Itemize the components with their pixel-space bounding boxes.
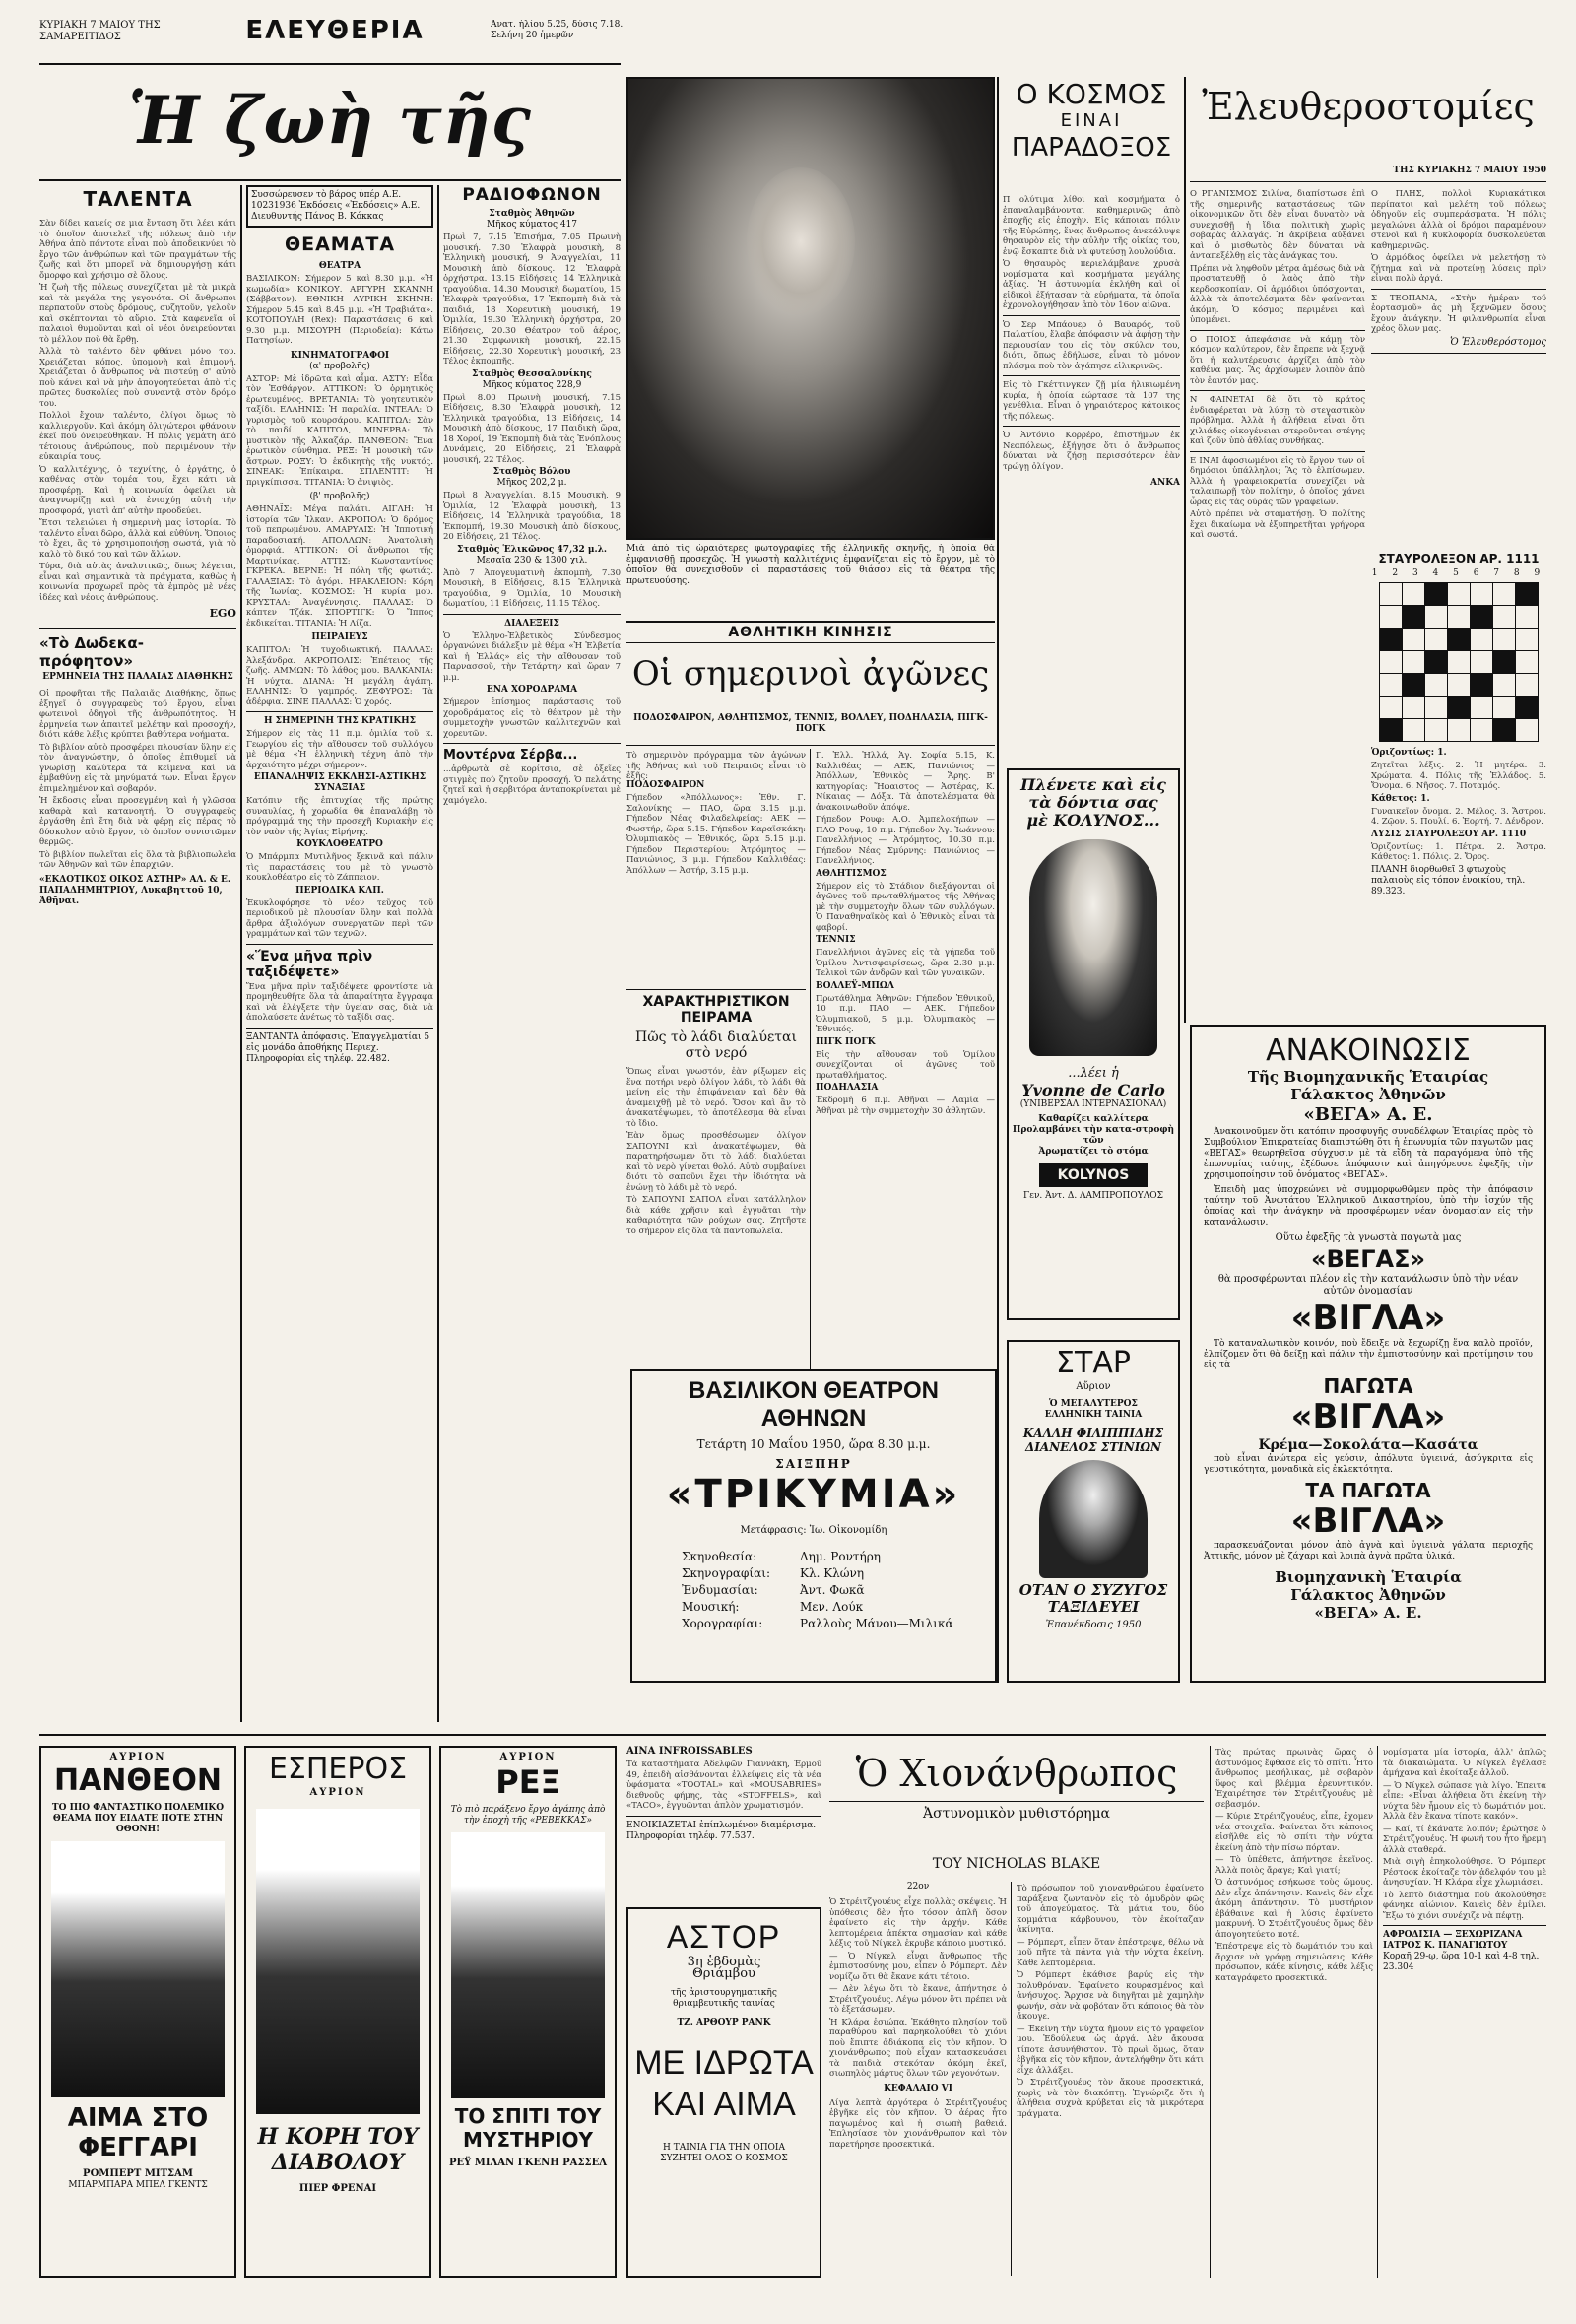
anakoin-ad bbox=[1190, 1025, 1546, 1683]
peirama-block: ΧΑΡΑΚΤΗΡΙΣΤΙΚΟΝ ΠΕΙΡΑΜΑ Πῶς τὸ λάδι διαλύεται στὸ νερό Ὅπως εἶναι γνωστόν, ἐὰν ρίξωμεν εἰς ἕνα ποτήρι νερὸ ὀλίγον λάδι, τὸ λάδι θὰ μείνῃ εἰς τὴν ἐπιφάνειαν καὶ δὲν θὰ ἀναμειχθῇ μὲ τὸ νερό. Ὅσον καὶ ἂν τὸ ἀνακατέψωμεν, τὸ ἀποτέλεσμα θὰ εἶναι τὸ ἴδιο. Ἐὰν ὅμως προσθέσωμεν ὀλίγον ΣΑΠΟΥΝΙ καὶ ἀνακατέψωμεν, θὰ παρατηρήσωμεν ὅτι τὸ λάδι διαλύεται καὶ τὸ νερὸ γίνεται θολό. Αὐτὸ συμβαίνει διότι τὸ σαποῦνι ἔχει τὴν ἰδιότητα νὰ ἑνώνῃ τὸ λάδι μὲ τὸ νερό. Τὸ ΣΑΠΟΥΝΙ ΣΑΠΟΛ εἶναι κατάλληλον διὰ κάθε χρῆσιν καὶ ἐγγυᾶται τὴν καθαριότητα τῶν ρούχων σας. Ζητῆστε το σήμερον εἰς ὅλα τὰ παντοπωλεῖα. bbox=[626, 985, 806, 1369]
theatra-label: ΘΕΑΤΡΑ bbox=[318, 261, 361, 271]
kosmos-credit: ΑΝΚΑ bbox=[1149, 478, 1180, 488]
astor-tiny: τῆς ἀριστουργηματικῆς θριαμβευτικῆς ταινίας bbox=[671, 1988, 777, 2009]
theater-play: «ΤΡΙΚΥΜΙΑ» bbox=[666, 1472, 961, 1517]
anakoin-vega2: «ΒΕΓΑΣ» bbox=[1311, 1245, 1425, 1273]
hmerini-title: Η ΣΗΜΕΡΙΝΗ ΤΗΣ ΚΡΑΤΙΚΗΣ bbox=[263, 716, 417, 726]
publisher-box: Συσσώρευσεν τὸ βάρος ὑπέρ Α.Ε. 10231936 Ἐκδόσεις «Ἐκδόσεις» Α.Ε. Διευθυντής Πάνος Β. Κόκκας bbox=[246, 185, 433, 228]
anakoin-title: ΑΝΑΚΟΙΝΩΣΙΣ bbox=[1266, 1033, 1471, 1068]
credit-row bbox=[642, 1565, 985, 1582]
proboli-b: (β' προβολῆς) bbox=[309, 492, 370, 501]
yvonne-portrait bbox=[1029, 839, 1157, 1056]
theamata-ad: ΞΑΝΤΑΝΤΑ ἀπόφασις. Ἐπαγγελματίαι 5 εἰς μονάδα ἀποθήκης Περιεχ. Πληροφορίαι εἰς τηλέφ. 22.482. bbox=[246, 1031, 430, 1064]
credit-role: Σκηνοθεσία: bbox=[682, 1550, 757, 1563]
eleuth-col-a: Ο ΡΓΑΝΙΣΜΟΣ Σιλίνα, διαπίστωσε ἐπὶ τῆς σημερινῆς καταστάσεως τῶν οἰκονομικῶν ὅτι δὲν εἶναι δυνατὸν νὰ συνεχισθῇ ἡ ἴδια πολιτικὴ χωρὶς σοβαρὰς ἀλλαγάς. Ἡ ἀκρίβεια αὐξάνει καὶ ὁ μισθωτὸς δὲν δύναται νὰ ἀνταπεξέλθῃ εἰς τὰς ἀνάγκας του. Πρέπει νὰ ληφθοῦν μέτρα ἀμέσως διὰ νὰ προστατευθῇ ὁ λαὸς ἀπὸ τὴν κερδοσκοπίαν. Οἱ ἁρμόδιοι ὑπόσχονται, ἀλλὰ τὰ ἀποτελέσματα δὲν φαίνονται ἀκόμη. Ὁ κόσμος περιμένει καὶ ὑπομένει. Ο ΠΟΙΟΣ ἀπεφάσισε νὰ κάμῃ τὸν κόσμον καλύτερον, δὲν ἔπρεπε νὰ ξεχνᾷ ὅτι ἡ καλυτέρευσις ἀρχίζει ἀπὸ τὸν καθένα μας. Ἂς ἀρχίσωμεν λοιπὸν ἀπὸ τὸν ἑαυτόν μας. Ν ΦΑΙΝΕΤΑΙ δὲ ὅτι τὸ κράτος ἐνδιαφέρεται νὰ λύσῃ τὸ στεγαστικὸν πρόβλημα. Ἀλλὰ ἡ ἀλήθεια εἶναι ὅτι χιλιάδες οἰκογένειαι στεροῦνται στέγης καὶ ζοῦν ὑπὸ ἀθλίας συνθήκας. Ε ΙΝΑΙ ἀφοσιωμένοι εἰς τὸ ἔργον των οἱ δημόσιοι ὑπάλληλοι; Ἂς τὸ ἐλπίσωμεν. Ἀλλὰ ἡ γραφειοκρατία συνεχίζει νὰ ταλαιπωρῇ τὸν πολίτην, ὁ ὁποῖος χάνει ὧρας εἰς τὰς οὐρὰς τῶν γραφείων. Αὐτὸ πρέπει νὰ σταματήσῃ. Ὁ πολίτης ἔχει δικαίωμα νὰ ἐξυπηρετῆται γρήγορα καὶ σωστά. bbox=[1190, 189, 1365, 540]
pantheon-film: ΑΙΜΑ ΣΤΟ ΦΕΓΓΑΡΙ bbox=[67, 2103, 209, 2162]
credit-role: Σκηνογραφίαι: bbox=[682, 1566, 770, 1580]
kolynos-line3: μὲ ΚΟΛΥΝΟΣ... bbox=[1026, 811, 1160, 830]
novel-head bbox=[829, 1746, 1204, 1834]
novel-chap: ΚΕΦΑΛΑΙΟ VI bbox=[884, 2083, 952, 2093]
eleuth-title: Ἐλευθεροστομίες bbox=[1202, 85, 1535, 128]
pantheon-when: ΑΥΡΙΟΝ bbox=[109, 1752, 166, 1762]
anakoin-p6: ποὺ εἶναι ἀνώτερα εἰς γεύσιν, ἀπόλυτα ὑγιεινά, ἀσύγκριτα εἰς γευστικότητα, μοναδικὰ εἰς ἐκλεκτότητα. bbox=[1204, 1454, 1533, 1475]
theater-author: ΣΑΙΞΠΗΡ bbox=[775, 1457, 852, 1471]
anakoin-pagota2: ΤΑ ΠΑΓΩΤΑ bbox=[1305, 1479, 1431, 1502]
esperos-name: ΕΣΠΕΡΟΣ bbox=[268, 1752, 408, 1786]
astor-film1: ΜΕ ΙΔΡΩΤΑ bbox=[634, 2044, 814, 2082]
credit-row bbox=[642, 1616, 985, 1632]
kolynos-line1: Πλένετε καὶ εἰς bbox=[1020, 775, 1166, 794]
kolynos-tube: KOLYNOS bbox=[1039, 1163, 1148, 1187]
peirama-title: ΧΑΡΑΚΤΗΡΙΣΤΙΚΟΝ ΠΕΙΡΑΜΑ bbox=[642, 994, 790, 1026]
sports-intro: Τὸ σημερινὸν πρόγραμμα τῶν ἀγώνων τῆς Ἀθήνας καὶ τοῦ Πειραιῶς εἶναι τὸ ἑξῆς: bbox=[626, 751, 806, 781]
novel-sub2: ΤΟΥ NICHOLAS BLAKE bbox=[932, 1856, 1101, 1872]
radio-title: ΡΑΔΙΟΦΩΝΟΝ bbox=[462, 185, 602, 205]
volley-label: ΒΟΛΛΕΫ-ΜΠΩΛ bbox=[816, 980, 894, 991]
kolynos-star-sub: (ΥΝΙΒΕΡΣΑΛ ΙΝΤΕΡΝΑΣΙΟΝΑΛ) bbox=[1019, 1099, 1167, 1109]
piraeus-label: ΠΕΙΡΑΙΕΥΣ bbox=[311, 632, 368, 642]
anakoin-p7: παρασκευάζονται μόνον ἀπὸ ἀγνὰ καὶ ὑγιεινὰ γάλατα περιοχῆς Ἀττικῆς, μόνον μὲ ζάχαρι καὶ λοιπὰ ἀγνὰ πρῶτα ὑλικά. bbox=[1204, 1541, 1533, 1561]
theater-credits bbox=[642, 1549, 985, 1632]
kouklo-title: ΚΟΥΚΛΟΘΕΑΤΡΟ bbox=[296, 839, 383, 849]
talenta-sig: EGO bbox=[209, 607, 236, 620]
pantheon-tag: ΤΟ ΠΙΟ ΦΑΝΤΑΣΤΙΚΟ ΠΟΛΕΜΙΚΟ ΘΕΑΜΑ ΠΟΥ ΕΙΔΑΤΕ ΠΟΤΕ ΣΤΗΝ ΟΘΟΝΗ! bbox=[51, 1803, 225, 1834]
dodeka-sig: «ΕΚΔΟΤΙΚΟΣ ΟΙΚΟΣ ΑΣΤΗΡ» ΑΛ. & Ε. ΠΑΠΑΔΗΜΗΤΡΙΟΥ, Λυκαβηττοῦ 10, Ἀθῆναι. bbox=[39, 874, 230, 906]
rex-actors: ΡΕΫ ΜΙΛΑΝ ΓΚΕΝΗ ΡΑΣΣΕΛ bbox=[449, 2158, 607, 2168]
eleuth-col-b: Ο ΠΛΗΣ, πολλοὶ Κυριακάτικοι περίπατοι καὶ μελέτη τοῦ πόλεως ὁδηγοῦν εἰς συμπεράσματα. Ἡ πόλις μεγαλώνει ἀλλὰ οἱ δρόμοι παραμένουν στενοὶ καὶ ἡ κυκλοφορία δυσκολεύεται καθημερινῶς. Ὁ ἁρμόδιος ὀφείλει νὰ μελετήσῃ τὸ ζήτημα καὶ νὰ προτείνῃ λύσεις πρὶν εἶναι πολὺ ἀργά. Σ ΤΕΟΠΑΝΑ, «Στὴν ἡμέραν τοῦ ἑορτασμοῦ» ἀς μὴ ξεχνῶμεν ὅσους ἔχουν ἀνάγκην. Ἡ φιλανθρωπία εἶναι χρέος ὅλων μας. Ὁ Ἐλευθερόστομος bbox=[1371, 187, 1546, 542]
star-l1: Ὁ ΜΕΓΑΛΥΤΕΡΟΣ bbox=[1049, 1399, 1138, 1409]
st3-name: Σταθμὸς Βόλου bbox=[492, 467, 571, 477]
cross-down: Κάθετος: 1. bbox=[1371, 793, 1430, 804]
theater-transl: Μετάφρασις: Ἰω. Οἰκονομίδη bbox=[740, 1525, 887, 1536]
anakoin-vigla3: «ΒΙΓΛΑ» bbox=[1290, 1501, 1446, 1541]
anakoin-pagota1: ΠΑΓΩΤΑ bbox=[1323, 1374, 1413, 1398]
esperos-film: Η ΚΟΡΗ ΤΟΥ ΔΙΑΒΟΛΟΥ bbox=[257, 2124, 419, 2175]
athl-label: ΑΘΛΗΤΙΣΜΟΣ bbox=[816, 868, 886, 879]
period-title: ΠΕΡΙΟΔΙΚΑ ΚΛΠ. bbox=[296, 885, 384, 896]
theater-name: ΒΑΣΙΛΙΚΟΝ ΘΕΑΤΡΟΝ ΑΘΗΝΩΝ bbox=[689, 1377, 939, 1431]
theater-date: Τετάρτη 10 Μαΐου 1950, ὥρα 8.30 μ.μ. bbox=[696, 1437, 931, 1451]
paper-name: ΕΛΕΥΘΕΡΙΑ bbox=[245, 16, 425, 45]
sports-left-col: ΠΟΔΟΣΦΑΙΡΟΝ Γήπεδον «Ἀπόλλωνος»: Ἐθν. Γ. Σαλονίκης — ΠΑΟ, ὥρα 3.15 μ.μ. Γήπεδον Νέας Φιλαδελφείας: ΑΕΚ — Φωστήρ, ὥρα 5.15. Γήπεδον Καραϊσκάκη: Ὀλυμπιακὸς — Ἐθνικός, ὥρα 5.15 μ.μ. Γήπεδον Περιστερίου: Ἀτρόμητος — Πανιώνιος, 3 μ.μ. Γήπεδον Καλλιθέας: Ἀπόλλων — Ἀστήρ, 3.15 μ.μ. bbox=[626, 780, 806, 876]
anakoin-p3: Οὕτω ἐφεξῆς τὰ γνωστὰ παγωτὰ μας bbox=[1275, 1232, 1462, 1243]
star-title: ΣΤΑΡ bbox=[1056, 1346, 1131, 1380]
st2-wave: Μῆκος κύματος 228,9 bbox=[482, 379, 582, 390]
kosmos-title1: Ο ΚΟΣΜΟΣ bbox=[1016, 79, 1167, 110]
novel-col-a: Ὁ Στρέιτζγουέυς εἶχε πολλὰς σκέψεις. Ἡ ὑπόθεσις δὲν ἦτο τόσον ἁπλῆ ὅσον ἐφαίνετο εἰς τὴν ἀρχήν. Κάθε λεπτομέρεια ἀπέκτα σημασίαν καὶ κάθε λέξις τοῦ Νίγκελ ἐκρυβε κάποιο μυστικό. — Ὁ Νίγκελ εἶναι ἄνθρωπος τῆς ἐμπιστοσύνης μου, εἶπεν ὁ Ρόμπερτ. Δὲν νομίζω ὅτι θὰ ἔκανε κάτι τέτοιο. — Δὲν λέγω ὅτι τὸ ἔκανε, ἀπήντησε ὁ Στρέιτζγουέυς. Λέγω μόνον ὅτι πρέπει νὰ τὸ ἐξετάσωμεν. Ἡ Κλάρα ἐσιώπα. Ἐκάθητο πλησίον τοῦ παραθύρου καὶ παρηκολούθει τὸ χιόνι ποὺ ἔπιπτε ἀδιάκοπα εἰς τὸν κῆπον. Ὁ χιονάνθρωπος ποὺ εἶχαν κατασκευάσει τὰ παιδιὰ στεκόταν ἀκόμη ἐκεῖ, σιωπηλὸς μάρτυς ὅλων τῶν γεγονότων. ΚΕΦΑΛΑΙΟ VI Λίγα λεπτὰ ἀργότερα ὁ Στρέιτζγουέυς ἐβγῆκε εἰς τὸν κῆπον. Ὁ ἀέρας ἦτο παγωμένος καὶ ἡ σιωπὴ βαθειά. Ἐπλησίασε τὸν χιονάνθρωπον καὶ τὸν παρετήρησε προσεκτικά. bbox=[829, 1897, 1007, 2150]
star-portrait bbox=[1039, 1460, 1148, 1578]
crossword-grid bbox=[1379, 582, 1539, 742]
st4-wave: Μεσαῖα 230 & 1300 χιλ. bbox=[476, 555, 588, 565]
proboli-a: (α' προβολῆς) bbox=[309, 361, 370, 371]
sports-sub: ΠΟΔΟΣΦΑΙΡΟΝ, ΑΘΛΗΤΙΣΜΟΣ, ΤΕΝΝΙΣ, ΒΟΛΛΕΫ, ΠΟΔΗΛΑΣΙΑ, ΠΙΓΚ-ΠΟΓΚ bbox=[633, 713, 988, 734]
column-radio: ΡΑΔΙΟΦΩΝΟΝ Σταθμὸς Ἀθηνῶν Μῆκος κύματος 417 Πρωὶ 7, 7.15 Ἐπισήμα, 7.05 Πρωινὴ μουσική. 7.30 Ἐλαφρὰ μουσικὴ, 8 Ἐλληνικὴ μουσική, 9 Ἀναγγελίαι, 11 Μουσικὴ ἀπὸ δίσκους. 12 Ἐλαφρὰ ὀρχήστρα. 13.15 Εἰδήσεις. 14 Ἐλληνικὰ τραγούδια. 14.30 Μουσικὴ δωματίου, 15 Ἐλαφρὰ τραγούδια, 17 Ἐκπομπὴ διὰ τὰ παιδιά, 18 Χορευτικὴ μουσική, 19 Ὁμιλία, 19.30 Ἑλληνικὴ ὀρχήστρα, 20 Εἰδήσεις, 20.30 Θέατρον τοῦ ἀέρος, 21.30 Συμφωνικὴ μουσική, 22.15 Εἰδήσεις, 22.30 Χορευτικὴ μουσική, 23 Τέλος ἐκπομπῆς. Σταθμὸς Θεσσαλονίκης Μῆκος κύματος 228,9 Πρωὶ 8.00 Πρωινὴ μουσική, 7.15 Εἰδήσεις, 8.30 Ἐλαφρὰ μουσικὴ, 12 Ἐλληνικὰ τραγούδια, 13 Εἰδήσεις, 14 Μουσικὴ ἀπὸ δίσκους, 17 Παιδικὴ ὥρα, 18 Χοροί, 19 Ἐκπομπὴ διὰ τὰς Ἐνόπλους Δυνάμεις, 20 Εἰδήσεις, 21 Ἐλαφρὰ μουσική, 22 Τέλος. Σταθμὸς Βόλου Μῆκος 202,2 μ. Πρωὶ 8 Ἀναγγελίαι, 8.15 Μουσικὴ, 9 Ὁμιλία, 12 Ἐλαφρὰ μουσικὴ, 13 Εἰδήσεις, 14 Ἐλληνικὰ τραγούδια, 18 Ἐκπομπή, 19.30 Μουσικὴ ἀπὸ δίσκους, 20 Εἰδήσεις, 21 Τέλος. Σταθμὸς Ἑλικῶνος 47,32 μ.λ. Μεσαῖα 230 & 1300 χιλ. Ἀπὸ 7 Ἀπογευματινὴ ἐκπομπὴ, 7.30 Μουσικὴ, 8 Εἰδήσεις, 8.15 Ἐλληνικὰ τραγούδια, 9 Ὁμιλία, 10 Μουσικὴ δωματίου, 11 Εἰδήσεις, 11.15 Τέλος. ΔΙΑΛΕΞΕΙΣ Ὁ Ἑλληνο-Ἑλβετικὸς Σύνδεσμος ὀργανώνει διάλεξιν μὲ θέμα «Ἡ Ἑλβετία καὶ ἡ Ἑλλάς» εἰς τὴν αἴθουσαν τοῦ Παρνασσοῦ, τὴν Τετάρτην καὶ ὥραν 7 μ.μ. ΕΝΑ ΧΟΡΟΔΡΑΜΑ Σήμερον ἐπίσημος παράστασις τοῦ χοροδράματος εἰς τὸ θέατρον μὲ τὴν συμμετοχὴν γνωστῶν καλλιτεχνῶν καὶ χορευτῶν. Μοντέρνα Σέρβα... ...ἀρθρωτὰ σὲ κορίτσια, σὲ ὀξεῖες στιγμὲς ποὺ ζητοῦν προσοχή. Ὁ πελάτης ζητεῖ καὶ ἡ σερβιτόρα ἀνταποκρίνεται μὲ χαμόγελο. bbox=[443, 185, 621, 806]
anakoin-p2: Ἐπειδὴ μας ὑποχρεώνει νὰ συμμορφωθῶμεν πρὸς τὴν ἀπόφασιν ταύτην τοῦ Ἀνωτάτου Ἑλληνικοῦ Δικαστηρίου, ὑπὸ τὴν ἰσχύν τῆς ὁποίας καὶ τὴν ἀνάγκην νὰ προσφέρωμεν νέαν ὀνομασίαν εἰς τὴν κατανάλωσιν. bbox=[1204, 1185, 1533, 1228]
credit-role: Χορογραφίαι: bbox=[682, 1617, 763, 1630]
credit-row bbox=[642, 1599, 985, 1616]
aina-block bbox=[626, 1746, 821, 1903]
aina-body: Τὰ καταστήματα Ἀδελφῶν Γιαννάκη, Ἑρμοῦ 49, ἐπειδὴ αἰσθάνονται ἐλλείψεις εἰς τὰ νέα ὑφάσματα «ΤΟΟΤΑL» καὶ «MOUSABRIES» διεθνοῦς φήμης, τὰς «STOFFELS», καὶ «TACO», ἐγγυῶνται ἁπλὸν χρωματισμόν. bbox=[626, 1760, 821, 1811]
kolynos-b2: Προλαμβάνει τὴν κατα-στροφὴ τῶν bbox=[1012, 1125, 1175, 1146]
mina-title: «Ἕνα μῆνα πρὶν ταξιδέψετε» bbox=[246, 948, 373, 980]
epanal-title: ΕΠΑΝΑΛΗΨΙΣ ΕΚΚΛΗΣΙ-ΑΣΤΙΚΗΣ ΣΥΝΑΞΙΑΣ bbox=[253, 772, 427, 793]
kosmos-body: Π ολύτιμα λίθοι καὶ κοσμήματα ὁ ἐπαναλαμβάνονται καθημερινῶς ἀπὸ ἐποχῆς εἰς ἐποχὴν. Εἰς κάποιαν πόλιν τῆς Εὐρώπης, ἕνας ἄνθρωπος ἀνεκάλυψε θησαυρὸν εἰς τὴν αὐλὴν τῆς οἰκίας του, ἐνῷ ἔσκαπτε διὰ νὰ φυτεύσῃ λουλούδια. Ὁ θησαυρὸς περιελάμβανε χρυσὰ νομίσματα καὶ κοσμήματα μεγάλης ἀξίας. Ἡ ἀστυνομία ἐκλήθη καὶ οἱ εἰδικοὶ ἐξήτασαν τὰ εὑρήματα, τὰ ὁποῖα ἐχρονολογήθησαν ἀπὸ τὸν 16ον αἰῶνα. Ὁ Σερ Μπάουερ ὁ Βαυαρός, τοῦ Παλατίου, ἔλαβε ἀπόφασιν νὰ ἀφήσῃ τὴν περιουσίαν του εἰς τὸν σκύλον του, διότι, ὅπως ἐδήλωσε, εἶναι τὸ μόνον πλάσμα ποὺ τὸν ἀγάπησε εἰλικρινῶς. Εἰς τὸ Γκέττινγκεν ζῇ μία ἡλικιωμένη κυρία, ἡ ὁποία ἑώρτασε τὰ 107 της γενέθλια. Εἶναι ὁ γηραιότερος κάτοικος τῆς πόλεως. Ὁ Ἀντόνιο Κορρέρο, ἐπιστήμων ἐκ Νεαπόλεως, ἐξήγησε ὅτι ὁ ἄνθρωπος δύναται νὰ ζήσῃ περισσότερον ἐὰν τρώγῃ ὀλίγον. ΑΝΚΑ bbox=[1003, 195, 1180, 488]
star-l2: ΕΛΛΗΝΙΚΗ ΤΑΙΝΙΑ bbox=[1044, 1410, 1143, 1420]
esperos-when: ΑΥΡΙΟΝ bbox=[309, 1787, 366, 1798]
pantheon-extra: ΜΠΑΡΜΠΑΡΑ ΜΠΕΛ ΓΚΕΝΤΣ bbox=[68, 2180, 208, 2190]
rex-tag: Τὸ πιὸ παράξενο ἔργο ἀγάπης ἀπὸ τὴν ἐποχὴ τῆς «ΡΕΒΕΚΚΑΣ» bbox=[450, 1805, 606, 1826]
dialexeis-title: ΔΙΑΛΕΞΕΙΣ bbox=[504, 618, 559, 629]
anakoin-p4: θὰ προσφέρωνται πλέον εἰς τὴν κατανάλωσιν ὑπὸ τὴν νέαν αὐτῶν ὀνομασίαν bbox=[1217, 1274, 1519, 1296]
kolynos-b3: Ἀρωματίζει τὸ στόμα bbox=[1038, 1147, 1149, 1157]
credit-role: Ἐνδυμασίαι: bbox=[682, 1583, 758, 1597]
credit-row bbox=[642, 1582, 985, 1599]
pantheon-ad bbox=[39, 1746, 236, 2278]
eleuth-sig: Ὁ Ἐλευθερόστομος bbox=[1450, 336, 1546, 348]
sports-banner: ΑΘΛΗΤΙΚΗ ΚΙΝΗΣΙΣ bbox=[626, 621, 995, 643]
peirama-sub: Πῶς τὸ λάδι διαλύεται στὸ νερό bbox=[635, 1029, 797, 1061]
cross-winner: ΠΛΑΝΗ διορθωθεῖ 3 φτωχοὺς παλαιοὺς εἰς τόπον ἐνοικίου, τηλ. 89.323. bbox=[1371, 864, 1526, 896]
novel-sub1: Ἀστυνομικὸν μυθιστόρημα bbox=[922, 1806, 1111, 1822]
cross-across: Ὁριζοντίως: 1. bbox=[1371, 748, 1447, 758]
esperos-ad bbox=[244, 1746, 431, 2278]
esperos-actor: ΠΙΕΡ ΦΡΕΝΑΙ bbox=[298, 2183, 377, 2194]
kolynos-agent: Γεν. Ἀντ. Δ. ΛΑΜΠΡΟΠΟΥΛΟΣ bbox=[1023, 1191, 1163, 1201]
cross-prev: ΛΥΣΙΣ ΣΤΑΥΡΟΛΕΞΟΥ ΑΡ. 1110 bbox=[1371, 829, 1527, 839]
st2-name: Σταθμὸς Θεσσαλονίκης bbox=[472, 368, 592, 379]
sports-title: Οἱ σημερινοὶ ἀγῶνες bbox=[631, 654, 990, 694]
star-when: Αὔριον bbox=[1076, 1381, 1111, 1392]
header-date bbox=[39, 20, 207, 59]
kosmos-title2: ΕΙΝΑΙ bbox=[1060, 110, 1123, 131]
pantheon-actor: ΡΟΜΠΕΡΤ ΜΙΤΣΑΜ bbox=[83, 2168, 193, 2179]
kolynos-b1: Καθαρίζει καλλίτερα bbox=[1038, 1114, 1149, 1124]
header-date-text: ΚΥΡΙΑΚΗ 7 ΜΑΪΟΥ ΤΗΣ ΣΑΜΑΡΕΙΤΙΔΟΣ bbox=[39, 20, 161, 42]
star-names: ΚΑΛΛΗ ΦΙΛΙΠΠΙΔΗΣ ΔΙΑΝΕΛΟΣ ΣΤΙΝΙΩΝ bbox=[1022, 1427, 1164, 1454]
credit-name: Κλ. Κλώνη bbox=[800, 1566, 865, 1580]
novel-num: 22ον bbox=[906, 1882, 930, 1892]
st4-name: Σταθμὸς Ἑλικῶνος 47,32 μ.λ. bbox=[456, 544, 608, 555]
anakoin-vega1: «ΒΕΓΑ» Α. Ε. bbox=[1303, 1104, 1433, 1125]
astor-film2: ΚΑΙ ΑΙΜΑ bbox=[652, 2086, 796, 2123]
section-title: Ἡ ζωὴ τῆς bbox=[128, 82, 532, 159]
montera-title: Μοντέρνα Σέρβα... bbox=[443, 748, 578, 763]
rex-film: ΤΟ ΣΠΙΤΙ ΤΟΥ ΜΥΣΤΗΡΙΟΥ bbox=[454, 2104, 602, 2152]
pingk-label: ΠΙΓΚ ΠΟΓΚ bbox=[816, 1036, 876, 1047]
novel-title: Ὁ Χιονάνθρωπος bbox=[829, 1746, 1204, 1802]
pantheon-poster bbox=[51, 1841, 225, 2097]
astor-week: 3η ἑβδομὰς bbox=[687, 1955, 761, 1969]
kolynos-line2: τὰ δόντια σας bbox=[1028, 793, 1158, 812]
aina-title: AINA INFROISSABLES bbox=[626, 1746, 753, 1757]
actress-photo bbox=[628, 79, 993, 538]
novel-col-d: νομίσματα μία ἱστορία, ἀλλ' ἀπλῶς τὰ διακαιώματα. Ὁ Νίγκελ ἐγέλασε ἀμήχανα καὶ ἐκοίταξε ἀλλοῦ. — Ὁ Νίγκελ σώπασε γιὰ λίγο. Ἐπειτα εἶπε: «Εἶναι ἀλήθεια ὅτι ἐκείνη τὴν νύχτα δὲν ἦμουν εἰς τὸ δωμάτιόν μου. Ἀλλὰ δὲν ἔκανα τίποτε κακόν». — Καί, τί ἐκάνατε λοιπόν; ἐρώτησε ὁ Στρέιτζγουέυς. Ἡ φωνή του ἦτο ἤρεμη ἀλλὰ σταθερά. Μιὰ σιγὴ ἐπηκολούθησε. Ὁ Ρόμπερτ Ρέστοοκ ἐκοίταζε τὸν ἀδελφόν του μὲ ἀνησυχίαν. Ἡ Κλάρα εἶχε χλωμιάσει. Τὸ λεπτὸ διάστημα ποὺ ἀκολούθησε φάνηκε αἰώνιον. Κανεὶς δὲν ἐμίλει. Ἔξω τὸ χιόνι συνέχιζε νὰ πέφτῃ. ΑΦΡΟΔΙΣΙΑ — ΞΕΧΩΡΙΖΑΝΑ ΙΑΤΡΟΣ Κ. ΠΑΝΑΓΙΩΤΟΥ Κοραῆ 29-ῳ, ὥρα 10-1 καὶ 4-8 τηλ. 23.304 bbox=[1383, 1748, 1546, 1972]
st1-wave: Μῆκος κύματος 417 bbox=[486, 220, 578, 230]
astor-foot: Η ΤΑΙΝΙΑ ΓΙΑ ΤΗΝ ΟΠΟΙΑ ΣΥΖΗΤΕΙ ΟΛΟΣ Ο ΚΟΣΜΟΣ bbox=[660, 2143, 788, 2163]
anakoin-vigla1: «ΒΙΓΛΑ» bbox=[1290, 1298, 1446, 1338]
kolynos-star: Yvonne de Carlo bbox=[1021, 1081, 1165, 1099]
astor-triumph: Θριάμβου bbox=[692, 1966, 755, 1981]
theamata-title: ΘΕΑΜΑΤΑ bbox=[284, 233, 396, 255]
kosmos-title-block bbox=[1003, 79, 1180, 197]
podil-label: ΠΟΔΗΛΑΣΙΑ bbox=[816, 1083, 879, 1093]
anakoin-p5: Τὸ καταναλωτικὸν κοινόν, ποὺ ἔδειξε νὰ ξεχωρίζῃ ἕνα καλὸ προϊόν, ἐλπίζομεν ὅτι θὰ δείξῃ καὶ πάλιν τὴν ἐμπιστοσύνην καὶ προτίμησιν του εἰς τὰ bbox=[1204, 1339, 1533, 1370]
photo-caption: Μιὰ ἀπὸ τὶς ὡραιότερες φωτογραφίες τῆς ἐλληνικῆς σκηνῆς, ἡ ὁποία θὰ ἐμφανισθῇ προσεχῶς. Ἡ γνωστὴ καλλιτέχνις ἐμφανίζεται εἰς τὸ ἔργον, μὲ τὸ ὁποῖον θὰ συνεχισθοῦν οἱ παραστάσεις τοῦ θιάσου εἰς τὰ θέατρα τῆς πρωτευούσης. bbox=[626, 544, 995, 586]
novel-ad-sub: Κοραῆ 29-ῳ, ὥρα 10-1 καὶ 4-8 τηλ. 23.304 bbox=[1383, 1952, 1540, 1972]
sports-right-col: Γ. Ἑλλ. Ἠλλά, Ἁγ. Σοφία 5.15, Κ. Καλλιθέας — ΑΕΚ, Πανιώνιος — Ἀπόλλων, Ἐθνικὸς — Ἄρης. Β' κατηγορίας: Ἥφαιστος — Ἀστέρας, Κ. Νίκαιας — Δόξα. Τὰ ἀποτελέσματα θὰ ἀνακοινωθοῦν ἀπόψε. Γήπεδον Ρουφ: Α.Ο. Ἀμπελοκήπων — ΠΑΟ Ρουφ, 10 π.μ. Γήπεδον Ἁγ. Ἰωάννου: Πανελλήνιος — Ἀτρόμητος, 10.30 π.μ. Γήπεδον Νέας Σμύρνης: Πανιώνιος — Πανελλήνιος. ΑΘΛΗΤΙΣΜΟΣ Σήμερον εἰς τὸ Στάδιον διεξάγονται οἱ ἀγῶνες τοῦ πρωταθλήματος τῆς Ἀθήνας μὲ τὴν συμμετοχὴν ὅλων τῶν συλλόγων. Ὁ Παναθηναϊκὸς καὶ ὁ Ἐθνικὸς εἶναι τὰ φαβορί. ΤΕΝΝΙΣ Πανελλήνιοι ἀγῶνες εἰς τὰ γήπεδα τοῦ Ὁμίλου Ἀντισφαιρίσεως, ὥρα 2.30 μ.μ. Τελικοὶ τῶν ἀνδρῶν καὶ τῶν γυναικῶν. ΒΟΛΛΕΫ-ΜΠΩΛ Πρωτάθλημα Ἀθηνῶν: Γήπεδον Ἐθνικοῦ, 10 π.μ. ΠΑΟ — ΑΕΚ. Γήπεδον Ὀλυμπιακοῦ, 5 μ.μ. Ὀλυμπιακὸς — Ἐθνικός. ΠΙΓΚ ΠΟΓΚ Εἰς τὴν αἴθουσαν τοῦ Ὁμίλου συνεχίζονται οἱ ἀγῶνες τοῦ πρωταθλήματος. ΠΟΔΗΛΑΣΙΑ Ἐκδρομὴ 6 π.μ. Ἀθῆναι — Λαμία — Ἀθῆναι μὲ τὴν συμμετοχὴν 30 ἀθλητῶν. bbox=[816, 751, 995, 1116]
talenta-title: ΤΑΛΕΝΤΑ bbox=[83, 187, 193, 211]
credit-name: Μεν. Λούκ bbox=[800, 1600, 864, 1614]
kosmos-title3: ΠΑΡΑΔΟΞΟΣ bbox=[1011, 133, 1172, 163]
novel-col-c: Τὰς πρώτας πρωινὰς ὥρας ὁ ἀστυνόμος ἔφθασε εἰς τὸ σπίτι. Ἦτο ἄνθρωπος μεσήλικας, μὲ σοβαρὸν ὕφος καὶ βλέμμα ἐρευνητικόν. Ἐχαιρέτησε τὸν Στρέιτζγουέυς μὲ σεβασμόν. — Κύριε Στρέιτζγουέυς, εἶπε, ἔχομεν νέα στοιχεῖα. Φαίνεται ὅτι κάποιος εἰσῆλθε εἰς τὸ σπίτι τὴν νύχτα ἐκείνη ἀπὸ τὴν πίσω πόρταν. — Τὸ ὑπέθετα, ἀπήντησε ἐκεῖνος. Ἀλλὰ ποιὸς ἄραγε; Καὶ γιατί; Ὁ ἀστυνόμος ἐσήκωσε τοὺς ὤμους. Δὲν εἶχε ἀπάντησιν. Κανεὶς δὲν εἶχε ἀκόμη ἀπάντησιν. Τὸ μυστήριον ἐβάθαινε καὶ ἡ λύσις ἐφαίνετο μακρυνή. Ὁ Στρέιτζγουέυς ὅμως δὲν ἀπογοητεύετο ποτέ. Ἐπέστρεψε εἰς τὸ δωμάτιόν του καὶ ἄρχισε νὰ γράφῃ σημειώσεις. Κάθε πρόσωπον, κάθε κίνησις, κάθε λέξις καταγράφετο προσεκτικά. bbox=[1215, 1748, 1373, 1983]
tennis-label: ΤΕΝΝΙΣ bbox=[816, 935, 856, 945]
astor-ad bbox=[626, 1907, 821, 2278]
star-film: ΟΤΑΝ Ο ΣΥΖΥΓΟΣ ΤΑΞΙΔΕΥΕΙ bbox=[1018, 1581, 1168, 1616]
cinema-label: ΚΙΝΗΜΑΤΟΓΡΑΦΟΙ bbox=[290, 350, 390, 361]
credit-row bbox=[642, 1549, 985, 1565]
anakoin-sig3: «ΒΕΓΑ» Α. Ε. bbox=[1314, 1604, 1422, 1622]
pantheon-name: ΠΑΝΘΕΟΝ bbox=[53, 1763, 223, 1798]
column-theamata: Συσσώρευσεν τὸ βάρος ὑπέρ Α.Ε. 10231936 Ἐκδόσεις «Ἐκδόσεις» Α.Ε. Διευθυντής Πάνος Β. Κόκκας ΘΕΑΜΑΤΑ ΘΕΑΤΡΑ ΒΑΣΙΛΙΚΟΝ: Σήμερον 5 καὶ 8.30 μ.μ. «Ἡ κωμωδία» ΚΟΝΙΚΟΥ. ΑΡΓΥΡΗ ΣΚΑΝΝΗ (Σάββατον). ΕΘΝΙΚΗ ΛΥΡΙΚΗ ΣΚΗΝΗ: Σήμερον 5.45 καὶ 8.45 μ.μ. «Ἡ Τραβιάτα». ΚΟΤΟΠΟΥΛΗ (Rex): Παραστάσεις 6 καὶ 9.30 μ.μ. ΜΙΣΟΥΡΗ (Περιοδεία): Κάτω Πατησίων. ΚΙΝΗΜΑΤΟΓΡΑΦΟΙ (α' προβολῆς) ΑΣΤΟΡ: Μὲ ἰδρῶτα καὶ αἷμα. ΑΣΤΥ: Εἶδα τὸν Ἐσθάργον. ΑΤΤΙΚΟΝ: Ὁ ὁρμητικὸς ἐρωτευμένος. ΒΡΕΤΑΝΙΑ: Τὸ γοητευτικὸν ταξίδι. ΕΛΛΗΝΙΣ: Ἡ παραλία. ΙΝΤΕΑΛ: Ὁ γυρισμὸς τοῦ κουρσάρου. ΚΑΠΙΤΩΛ: Σὰν τὸ παιδί. ΚΑΠΙΤΩΛ, ΜΙΝΕΡΒΑ: Τὸ μυστικὸν τῆς Ἀλκαζάρ. ΠΑΝΘΕΟΝ: Ἕνα ἐρωτικὸν σύνθημα. ΡΕΞ: Ἡ μουσικὴ τῶν ἄστρων. ΡΟΞΥ: Ὁ ἐκδικητὴς τῆς νυκτός. ΣΙΝΕΑΚ: Ἐπίκαιρα. ΣΠΛΕΝΤΙΤ: Ἡ πριγκίπισσα. ΤΙΤΑΝΙΑ: Ὁ ἀνιψιὸς. (β' προβολῆς) ΑΘΗΝΑΪΣ: Μέγα παλάτι. ΑΙΓΛΗ: Ἡ ἱστορία τῶν Ἰλκαν. ΑΚΡΟΠΟΛ: Ὁ δρόμος τοῦ πεπρωμένου. ΑΜΑΡΥΛΙΣ: Ἡ Ἰπποτική παραδοσιακή. ΑΠΟΛΛΩΝ: Ἀνατολικὴ ὁμορφιά. ΑΤΤΙΚΟΝ: Οἱ ἄνθρωποι τῆς Μαρτινίκας. ΑΤΤΙΣ: Κωνσταντίνος ΓΚΡΕΚΑ. ΒΕΡΝΕ: Ἡ πόλη τῆς φωτιάς. ΓΑΛΑΞΙΑΣ: Τὸ ἀγόρι. ΗΡΑΚΛΕΙΟΝ: Κόρη τῆς Ἰωνίας. ΚΟΣΜΟΣ: Ἡ κυρία μου. ΚΡΥΣΤΑΛ: Ἀναγέννησις. ΠΑΛΛΑΣ: Ὁ κάπτεν Τζάκ. ΣΠΟΡΤΙΓΚ: Ὁ Ἴππος ἐκδικείται. ΤΙΤΑΝΙΑ: Ἡ Λίζα. ΠΕΙΡΑΙΕΥΣ ΚΑΠΙΤΟΛ: Ἡ τυχοδιωκτική. ΠΑΛΛΑΣ: Ἀλεξάνδρα. ΑΚΡΟΠΟΛΙΣ: Ἐπέτειος τῆς ζωῆς. ΑΜΜΩΝ: Τὸ λάθος μου. ΒΑΛΚΑΝΙΑ: Ἡ νύχτα. ΔΙΑΝΑ: Ἡ μεγάλη ἀγάπη. ΕΛΛΗΝΙΣ: Ὁ γαμπρός. ΖΕΦΥΡΟΣ: Τὰ ἀδέρφια. ΣΙΝΕ ΠΑΛΛΑΣ: Ὁ χορός. Η ΣΗΜΕΡΙΝΗ ΤΗΣ ΚΡΑΤΙΚΗΣ Σήμερον εἰς τὰς 11 π.μ. ὁμιλία τοῦ κ. Γεωργίου εἰς τὴν αἴθουσαν τοῦ συλλόγου μὲ θέμα «Ἡ ἑλληνικὴ τέχνη ἀπὸ τὴν ἀρχαιότητα μέχρι σήμερον». ΕΠΑΝΑΛΗΨΙΣ ΕΚΚΛΗΣΙ-ΑΣΤΙΚΗΣ ΣΥΝΑΞΙΑΣ Κατόπιν τῆς ἐπιτυχίας τῆς πρώτης συναυλίας, ἡ χορωδία θὰ ἐπαναλάβῃ τὸ πρόγραμμά της τὴν προσεχῆ Κυριακὴν εἰς τὸν ναὸν τῆς Ἁγίας Εἰρήνης. ΚΟΥΚΛΟΘΕΑΤΡΟ Ὁ Μπάρμπα Μυτιλῆνος ξεκινᾶ καὶ πάλιν τὶς παραστάσεις του μὲ τὸ γνωστὸ κουκλοθέατρο εἰς τὸ Ζάππειον. ΠΕΡΙΟΔΙΚΑ ΚΛΠ. Ἐκυκλοφόρησε τὸ νέον τεῦχος τοῦ περιοδικοῦ μὲ πλουσίαν ὕλην καὶ πολλὰ ἄρθρα ἀξιολόγων συνεργατῶν περὶ τῶν γραμμάτων καὶ τῶν τεχνῶν. «Ἕνα μῆνα πρὶν ταξιδέψετε» Ἕνα μῆνα πρὶν ταξιδέψετε φροντίστε νὰ προμηθευθῆτε ὅλα τὰ ἀπαραίτητα ἔγγραφα καὶ νὰ ἐλέγξετε τὴν ὑγείαν σας, διὰ νὰ ἀπολαύσετε ἀνέτως τὸ ταξίδι σας. ΞΑΝΤΑΝΤΑ ἀπόφασις. Ἐπαγγελματίαι 5 εἰς μονάδα ἀποθήκης Περιεχ. Πληροφορίαι εἰς τηλέφ. 22.482. bbox=[246, 185, 433, 1722]
anakoin-company: Τῆς Βιομηχανικῆς Ἑταιρίας Γάλακτος Ἀθηνῶν bbox=[1247, 1068, 1489, 1103]
sun-times: Ἀνατ. ἡλίου 5.25, δύσις 7.18. Σελήνη 20 ἡμερῶν bbox=[491, 20, 624, 40]
novel-col-b: Τὸ πρόσωπον τοῦ χιονανθρώπου ἐφαίνετο παράξενα ζωντανὸν εἰς τὸ ἀμυδρὸν φῶς τοῦ ἀπογεύματος. Τὰ μάτια του, δύο κομμάτια κάρβουνου, τὸν ἐκοίταζαν ἀκίνητα. — Ρόμπερτ, εἶπεν ὅταν ἐπέστρεψε, θέλω νὰ μοῦ πῆτε τὰ πάντα γιὰ τὴν νύχτα ἐκείνη. Κάθε λεπτομέρεια. Ὁ Ρόμπερτ ἐκάθισε βαρύς εἰς τὴν πολυθρόναν. Ἐφαίνετο κουρασμένος καὶ ἀνήσυχος. Ἄρχισε νὰ διηγῆται μὲ χαμηλὴν φωνήν, σὰν νὰ φοβόταν ὅτι κάποιος θὰ τὸν ἄκουγε. — Ἐκείνη τὴν νύχτα ἤμουν εἰς τὸ γραφεῖον μου. Ἐδούλευα ὡς ἀργά. Δὲν ἄκουσα τίποτε ἀσυνήθιστον. Τὸ πρωὶ ὅμως, ὅταν ἐβγῆκα εἰς τὸν κῆπον, ἀντελήφθην ὅτι κάτι εἶχε ἀλλάξει. Ὁ Στρέιτζγουέυς τὸν ἄκουε προσεκτικά, χωρὶς νὰ τὸν διακόπτῃ. Ἐγνώριζε ὅτι ἡ ἀλήθεια συχνὰ κρύβεται εἰς τὰ μικρότερα πράγματα. bbox=[1017, 1884, 1204, 2119]
choro-title: ΕΝΑ ΧΟΡΟΔΡΑΜΑ bbox=[486, 685, 578, 695]
st1-name: Σταθμὸς Ἀθηνῶν bbox=[489, 209, 575, 219]
anakoin-vigla2: «ΒΙΓΛΑ» bbox=[1290, 1397, 1446, 1436]
anakoin-p1: Ἀνακοινοῦμεν ὅτι κατόπιν προσφυγῆς συναδέλφων Ἑταιρίας πρὸς τὸ Συμβούλιον Ἐπικρατείας διαπιστώθη ὅτι ἡ ἐπωνυμία τῶν παγωτῶν μας «ΒΕΓΑΣ» θεωρηθεῖσα σύγχυσιν μὲ τὰ εἴδη τὰ παραγόμενα ὑπὸ τῆς ἐπωνυμίας ταύτης, ἐξέδωσε ἀπόφασιν καὶ ἀπηγόρευσε ἐφεξῆς τὴν χρησιμοποίησιν τοῦ ὀνόματος «ΒΕΓΑΣ». bbox=[1204, 1127, 1533, 1180]
cross-title: ΣΤΑΥΡΟΛΕΞΟΝ ΑΡ. 1111 bbox=[1378, 552, 1540, 565]
esperos-poster bbox=[256, 1809, 420, 2114]
credit-role: Μουσική: bbox=[682, 1600, 740, 1614]
astor-studio: ΤΖ. ΑΡΘΟΥΡ ΡΑΝΚ bbox=[677, 2018, 771, 2027]
crossword: ΣΤΑΥΡΟΛΕΞΟΝ ΑΡ. 1111 1 2 3 4 5 6 7 8 9 Ὁριζοντίως: 1. Ζητεῖται λέξις. 2. Ἡ μητέρα. 3. Χρώματα. 4. Πόλις τῆς Ἑλλάδος. 5. Ὄνομα. 6. Νῆσος. 7. Ποταμός. Κάθετος: 1. Γυναικεῖον ὄνομα. 2. Μέλος. 3. Ἄστρον. 4. Ζῷον. 5. Πουλί. 6. Ἑορτή. 7. Δένδρον. ΛΥΣΙΣ ΣΤΑΥΡΟΛΕΞΟΥ ΑΡ. 1110 Ὁριζοντίως: 1. Πέτρα. 2. Ἄστρα. Κάθετος: 1. Πόλις. 2. Ὄρος. ΠΛΑΝΗ διορθωθεῖ 3 φτωχοὺς παλαιοὺς εἰς τόπον ἐνοικίου, τηλ. 89.323. bbox=[1371, 552, 1546, 896]
credit-name: Ραλλοὺς Μάνου—Μιλικά bbox=[800, 1617, 953, 1630]
rex-name: ΡΕΞ bbox=[495, 1763, 560, 1801]
eleuth-date: ΤΗΣ ΚΥΡΙΑΚΗΣ 7 ΜΑΪΟΥ 1950 bbox=[1393, 166, 1546, 175]
kolynos-ad bbox=[1007, 768, 1180, 1320]
anakoin-sig2: Γάλακτος Ἀθηνῶν bbox=[1290, 1586, 1446, 1604]
credit-name: Ἀντ. Φωκᾶ bbox=[800, 1583, 865, 1597]
anakoin-sig1: Βιομηχανικὴ Ἑταιρία bbox=[1275, 1568, 1462, 1586]
rex-when: ΑΥΡΙΟΝ bbox=[499, 1752, 557, 1762]
cross-nums: 1 2 3 4 5 6 7 8 9 bbox=[1371, 568, 1546, 578]
astor-name: ΑΣΤΟΡ bbox=[666, 1919, 782, 1955]
star-ad bbox=[1007, 1340, 1180, 1683]
credit-name: Δημ. Ροντήρη bbox=[800, 1550, 881, 1563]
dodeka-title: «Τὸ Δωδεκα-πρόφητον» bbox=[39, 634, 144, 670]
rex-ad bbox=[439, 1746, 617, 2278]
theater-ad bbox=[630, 1369, 997, 1683]
st3-wave: Μῆκος 202,2 μ. bbox=[496, 478, 567, 488]
aina-notice: ΕΝΟΙΚΙΑΖΕΤΑΙ ἐπίπλωμένον διαμέρισμα. Πληροφορίαι τηλέφ. 77.537. bbox=[626, 1820, 817, 1841]
rex-poster bbox=[451, 1832, 605, 2098]
column-talenta: ΤΑΛΕΝΤΑ Σὰν δίδει κανείς σε μια ἔνταση ὅτι λέει κάτι τὸ ὁποῖον ἀποτελεῖ τῆς πόλεως ἀπὸ τὴν Ἀθήνα ἀπὸ πάντοτε εἶναι ποὺ ἀποδεικνύει τὸ ἔργο τῶν ἀνθρώπων καὶ τῶν πραγμάτων τῆς ζωῆς καὶ ὅτι μπορεῖ νὰ δημιουργήσῃ κάτι ὄμορφο καὶ χρήσιμο σὲ ὅλους. Ἡ ζωὴ τῆς πόλεως συνεχίζεται μὲ τὰ μικρὰ καὶ τὰ μεγάλα της γεγονότα. Οἱ ἄνθρωποι περπατοῦν στοὺς δρόμους, συζητοῦν, γελοῦν καὶ σκέπτονται τὸ αὔριο. Στὰ καφενεῖα οἱ παλαιοὶ θυμοῦνται καὶ οἱ νέοι ὀνειρεύονται τὸ μέλλον ποὺ θὰ ἔρθῃ. Ἀλλὰ τὸ ταλέντο δὲν φθάνει μόνο του. Χρειάζεται κόπος, ὑπομονὴ καὶ ἐπιμονή. Χρειάζεται ὁ ἄνθρωπος νὰ πιστεύῃ σ' αὐτὸ ποὺ κάνει καὶ νὰ μὴν ἀπογοητεύεται ἀπὸ τὶς πρῶτες δυσκολίες ποὺ συναντᾷ στὸν δρόμο του. Πολλοὶ ἔχουν ταλέντο, ὀλίγοι ὅμως τὸ καλλιεργοῦν. Καὶ ἀκόμη ὀλιγώτεροι φθάνουν ἐκεῖ ποὺ ὀνειρεύθηκαν. Ἡ πόλις γεμάτη ἀπὸ τέτοιους ἀνθρώπους, ποὺ περιμένουν τὴν εὐκαιρία τους. Ὁ καλλιτέχνης, ὁ τεχνίτης, ὁ ἐργάτης, ὁ καθένας στὸν τομέα του, ἔχει κάτι νὰ προσφέρῃ. Καὶ ἡ κοινωνία ὀφείλει νὰ ἀναγνωρίζῃ καὶ νὰ ἐνισχύῃ αὐτὴ τὴν προσφορά, γιατὶ ἀπ' αὐτὴν προοδεύει. Ἔτσι τελειώνει ἡ σημερινὴ μας ἱστορία. Τὸ ταλέντο εἶναι δῶρο, ἀλλὰ καὶ εὐθύνη. Ὅποιος τὸ ἔχει, ἂς τὸ χρησιμοποιήσῃ σωστά, γιὰ τὸ καλὸ τὸ δικό του καὶ τῶν ἄλλων. Τύρα, διὰ αὐτὰς ἀναλυτικῶς, ὅπως λέγεται, εἶναι καὶ σημαντικὰ τὰ πράγματα, καθὼς ἡ κοινωνία προχωρεῖ πρὸς τὰ ἐμπρὸς μὲ νέες ἰδέες καὶ νέους ἀνθρώπους. EGO «Τὸ Δωδεκα-πρόφητον» ΕΡΜΗΝΕΙΑ ΤΗΣ ΠΑΛΑΙΑΣ ΔΙΑΘΗΚΗΣ Οἱ προφῆται τῆς Παλαιᾶς Διαθήκης, ὅπως ἐξηγεῖ ὁ συγγραφεὺς τοῦ ἔργου, εἶναι φωτεινοὶ ὁδηγοὶ τῆς ἀνθρωπότητος. Ἡ ἑρμηνεία των ἀπαιτεῖ μελέτην καὶ προσοχήν, διότι κάθε λέξις κρύπτει βαθύτερα νοήματα. Τὸ βιβλίον αὐτὸ προσφέρει πλουσίαν ὕλην εἰς τὸν ἀναγνώστην, ὁ ὁποῖος ἐπιθυμεῖ νὰ γνωρίσῃ καλύτερα τὰ κείμενα καὶ νὰ ἐμβαθύνῃ εἰς τὰ μηνύματά των. Εἶναι ἔργον ἐπιμελημένον καὶ σοβαρόν. Ἡ ἔκδοσις εἶναι προσεγμένη καὶ ἡ γλῶσσα καθαρὰ καὶ κατανοητή. Ὁ συγγραφεὺς ἐργάσθη ἐπὶ ἔτη διὰ νὰ φέρῃ εἰς πέρας τὸ δύσκολον αὐτὸ ἔργον, τὸ ὁποῖον συνιστῶμεν θερμῶς. Τὸ βιβλίον πωλεῖται εἰς ὅλα τὰ βιβλιοπωλεῖα τῶν Ἀθηνῶν καὶ τῶν ἐπαρχιῶν. «ΕΚΔΟΤΙΚΟΣ ΟΙΚΟΣ ΑΣΤΗΡ» ΑΛ. & Ε. ΠΑΠΑΔΗΜΗΤΡΙΟΥ, Λυκαβηττοῦ 10, Ἀθῆναι. bbox=[39, 187, 236, 906]
portrait-photo bbox=[626, 77, 995, 540]
star-year: Ἐπανέκδοσις 1950 bbox=[1045, 1620, 1142, 1630]
anakoin-krema: Κρέμα—Σοκολάτα—Κασάτα bbox=[1258, 1437, 1478, 1453]
kolynos-says: ...λέει ἡ bbox=[1068, 1066, 1119, 1081]
novel-ad: ΑΦΡΟΔΙΣΙΑ — ΞΕΧΩΡΙΖΑΝΑ ΙΑΤΡΟΣ Κ. ΠΑΝΑΓΙΩΤΟΥ bbox=[1383, 1930, 1523, 1951]
dodeka-sub: ΕΡΜΗΝΕΙΑ ΤΗΣ ΠΑΛΑΙΑΣ ΔΙΑΘΗΚΗΣ bbox=[42, 672, 233, 682]
podo-label: ΠΟΔΟΣΦΑΙΡΟΝ bbox=[626, 780, 705, 790]
